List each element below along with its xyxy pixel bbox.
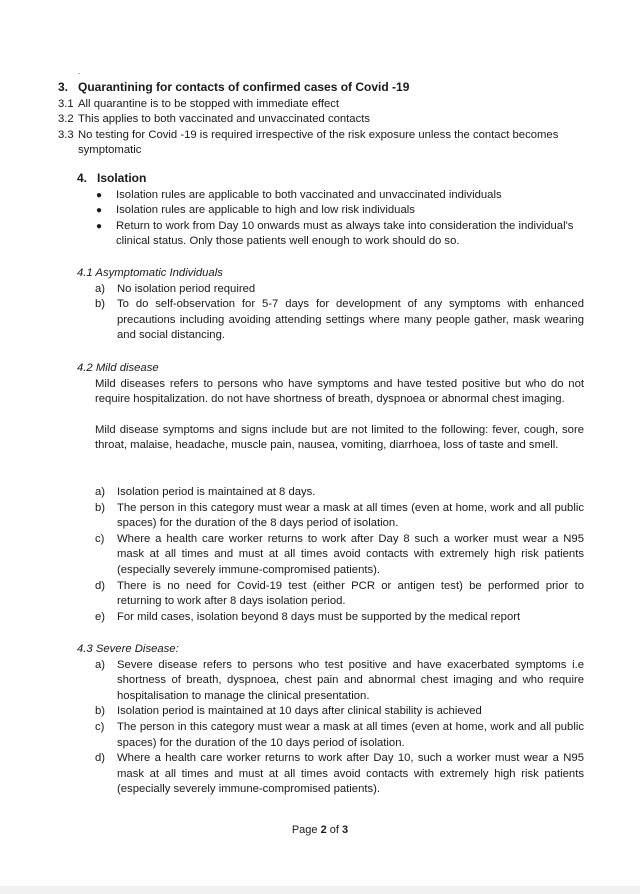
item-text: The person in this category must wear a mask at all times (even at home, work and all public spaces) for the duration of the 10 days period of isolation.: [117, 720, 584, 749]
subsection-4-2-list: [77, 485, 584, 625]
bullet-icon: ●: [96, 205, 103, 217]
item-text: No isolation period required: [117, 282, 256, 295]
list-item: [77, 610, 584, 626]
list-item: [77, 532, 584, 579]
paragraph: Mild diseases refers to persons who have symptoms and have tested positive but who do not require hospitalization. do not have shortness of breath, dyspnoea or abnormal chest imaging.: [95, 377, 584, 406]
list-item: [58, 128, 588, 159]
list-item: [77, 579, 584, 610]
list-item: [58, 112, 588, 128]
bullet-item: [77, 203, 584, 219]
bullet-icon: ●: [96, 189, 103, 201]
section-3-heading: [58, 80, 588, 96]
item-text: Where a health care worker returns to work after Day 8 such a worker must wear a N95 mask at all times and must at all times avoid contacts with extremely high risk patients (especially severely immune-compromised patients).: [117, 532, 584, 576]
section-4-heading: [77, 171, 584, 187]
section-number: 3.: [58, 80, 69, 94]
item-number: 3.3: [58, 128, 74, 141]
item-text: Where a health care worker returns to work after Day 10, such a worker must wear a N95 mask at all times and must at all times avoid contacts with extremely high risk patients (especially severely immune-compromised patients).: [117, 752, 584, 796]
item-letter: a): [95, 658, 106, 671]
item-text: Isolation period is maintained at 8 days.: [117, 486, 316, 498]
stray-dot: .: [78, 67, 81, 76]
list-item: [77, 720, 584, 751]
paragraph: Mild disease symptoms and signs include but are not limited to the following: fever, cough, sore throat, malaise, headache, muscle pain, nausea, vomiting, diarrhoea, loss of taste and smell.: [95, 423, 584, 452]
section-number: 4.: [77, 171, 88, 185]
list-item: [58, 97, 588, 113]
section-4: [77, 171, 584, 250]
item-letter: b): [95, 501, 106, 514]
bullet-text: Return to work from Day 10 onwards must as always take into consideration the individual's clinical status. Only those patients well enough to work should do so.: [116, 219, 574, 248]
item-letter: c): [95, 532, 105, 545]
item-text: Isolation period is maintained at 10 days after clinical stability is achieved: [117, 705, 482, 718]
page-of: of: [329, 824, 339, 836]
item-text: All quarantine is to be stopped with immediate effect: [78, 97, 340, 110]
item-letter: b): [95, 298, 106, 311]
item-letter: c): [95, 720, 105, 733]
section-title: Isolation: [97, 171, 147, 185]
item-letter: a): [95, 282, 106, 295]
list-item: [77, 282, 584, 298]
section-3: [58, 80, 588, 159]
list-item: [77, 297, 584, 344]
bottom-band: [0, 886, 640, 894]
subsection-4-1: [77, 266, 584, 344]
bullet-item: [77, 188, 584, 204]
subsection-title: 4.3 Severe Disease:: [77, 643, 179, 655]
page-total: 3: [342, 824, 349, 836]
item-number: 3.2: [58, 113, 74, 126]
list-item: [77, 751, 584, 798]
subsection-title: 4.1 Asymptomatic Individuals: [77, 267, 223, 279]
bullet-text: Isolation rules are applicable to high and low risk individuals: [116, 204, 415, 217]
item-text: To do self-observation for 5-7 days for development of any symptoms with enhanced precautions including avoiding attending settings where many people gather, mask wearing and social distancing.: [117, 298, 584, 342]
list-item: [77, 485, 584, 501]
bullet-item: [77, 219, 584, 250]
section-title: Quarantining for contacts of confirmed cases of Covid -19: [78, 80, 410, 94]
item-text: This applies to both vaccinated and unvaccinated contacts: [78, 113, 371, 126]
item-letter: d): [95, 752, 106, 765]
item-letter: b): [95, 705, 106, 718]
item-number: 3.1: [58, 97, 74, 110]
page-current: 2: [320, 824, 327, 836]
subsection-4-2: [77, 361, 584, 454]
page-label: Page: [291, 824, 318, 836]
page-footer: [0, 823, 640, 839]
subsection-title: 4.2 Mild disease: [77, 362, 159, 374]
item-text: The person in this category must wear a mask at all times (even at home, work and all public spaces) for the duration of the 8 days period of isolation.: [117, 501, 584, 530]
item-letter: a): [95, 486, 106, 498]
list-item: [77, 501, 584, 532]
list-item: [77, 658, 584, 705]
bullet-text: Isolation rules are applicable to both vaccinated and unvaccinated individuals: [116, 188, 502, 201]
item-text: No testing for Covid -19 is required irrespective of the risk exposure unless the contact becomes symptomatic: [78, 128, 559, 157]
item-text: For mild cases, isolation beyond 8 days must be supported by the medical report: [117, 610, 521, 623]
item-letter: e): [95, 610, 106, 623]
item-letter: d): [95, 579, 106, 592]
item-text: There is no need for Covid-19 test (either PCR or antigen test) be performed prior to returning to work after 8 days isolation period.: [117, 579, 584, 608]
bullet-icon: ●: [96, 220, 103, 232]
subsection-4-3: [77, 642, 584, 798]
bullet-list: [77, 188, 584, 250]
list-item: [77, 704, 584, 720]
item-text: Severe disease refers to persons who test positive and have exacerbated symptoms i.e shortness of breath, dyspnoea, chest pain and abnormal chest imaging and who require hospitalisation to manage the clinical presentation.: [117, 658, 584, 702]
